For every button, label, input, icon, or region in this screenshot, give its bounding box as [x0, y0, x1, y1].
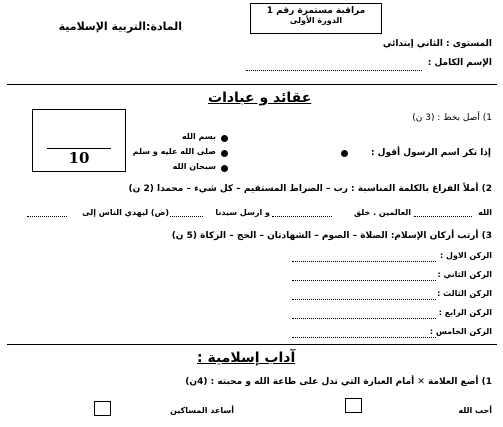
subject-label: المادة:التربية الإسلامية: [58, 20, 182, 33]
s1-q2-text-a: الله: [478, 208, 492, 217]
score-value: 10: [68, 149, 90, 167]
s1-q1-label: 1) أصل بخط : (3 ن): [412, 113, 492, 123]
section-divider: [7, 344, 497, 345]
s1-q3-row-3-field[interactable]: [292, 299, 436, 300]
s1-q1-item-3: سبحان الله: [172, 162, 216, 171]
score-box: [32, 109, 126, 172]
s1-q3-row-1-label: الركن الاول :: [440, 251, 492, 260]
s1-q3-row-5-field[interactable]: [292, 337, 436, 338]
s1-q2-blank-1[interactable]: [414, 216, 472, 217]
s1-q3-row-4-label: الركن الرابع :: [438, 308, 492, 317]
s1-q3-row-4-field[interactable]: [292, 318, 436, 319]
s1-q1-bullet-3[interactable]: [221, 165, 228, 172]
s2-option-1-label: أحب الله: [458, 406, 492, 415]
s1-q3-row-2-label: الركن الثاني :: [437, 270, 492, 279]
s2-option-1-checkbox[interactable]: [345, 398, 362, 413]
exam-title-box: [250, 3, 382, 34]
s1-q2-text-c: و ارسل سيدنا: [215, 208, 270, 217]
s1-q2-text-b: العالمين . خلق: [354, 208, 411, 217]
s1-q3-row-1-field[interactable]: [292, 261, 436, 262]
s1-q1-right-bullet[interactable]: [341, 150, 348, 157]
s1-q2-blank-4[interactable]: [27, 216, 67, 217]
s2-option-2-label: أساعد المساكين: [170, 406, 234, 415]
full-name-field[interactable]: [246, 70, 422, 71]
s1-q2-blank-2[interactable]: [272, 216, 332, 217]
s1-q2-blank-3[interactable]: [170, 216, 203, 217]
level-label: المستوى : الثاني إبتدائي: [382, 39, 492, 49]
header-divider: [7, 84, 497, 85]
s2-q1-label: 1) أضع العلامة ✕ أمام العبارة التي تدل على طاعة الله و محبته : (4ن): [185, 377, 492, 387]
s1-q3-row-5-label: الركن الخامس :: [429, 327, 492, 336]
s2-option-2-checkbox[interactable]: [94, 401, 111, 416]
s1-q1-item-1: بسم الله: [181, 132, 216, 141]
s1-q1-bullet-2[interactable]: [221, 150, 228, 157]
s1-q1-bullet-1[interactable]: [221, 135, 228, 142]
s1-q3-label: 3) أرتب أركان الإسلام: الصلاة – الصوم – الشهادتان – الحج – الزكاة (5 ن): [171, 231, 492, 241]
exam-title-line2: الدورة الأولى: [289, 16, 343, 25]
s1-q1-item-2: صلى الله عليه و سلم: [132, 147, 216, 156]
section1-title: عقائد و عبادات: [208, 90, 312, 106]
s1-q3-row-2-field[interactable]: [292, 280, 436, 281]
s1-q2-text-d: (ص) ليهدي الناس إلى: [82, 208, 169, 217]
exam-title-line1: مراقبة مستمرة رقم 1: [266, 6, 366, 16]
s1-q1-right-item: إذا تكر اسم الرسول أقول :: [370, 148, 491, 158]
full-name-label: الإسم الكامل :: [427, 58, 492, 68]
s1-q3-row-3-label: الركن الثالث :: [437, 289, 492, 298]
s1-q2-label: 2) أملأ الفراغ بالكلمة المناسبة : رب – الصراط المستقيم – كل شيء – محمدا (2 ن): [128, 184, 492, 194]
section2-title: آداب إسلامية :: [197, 350, 296, 366]
